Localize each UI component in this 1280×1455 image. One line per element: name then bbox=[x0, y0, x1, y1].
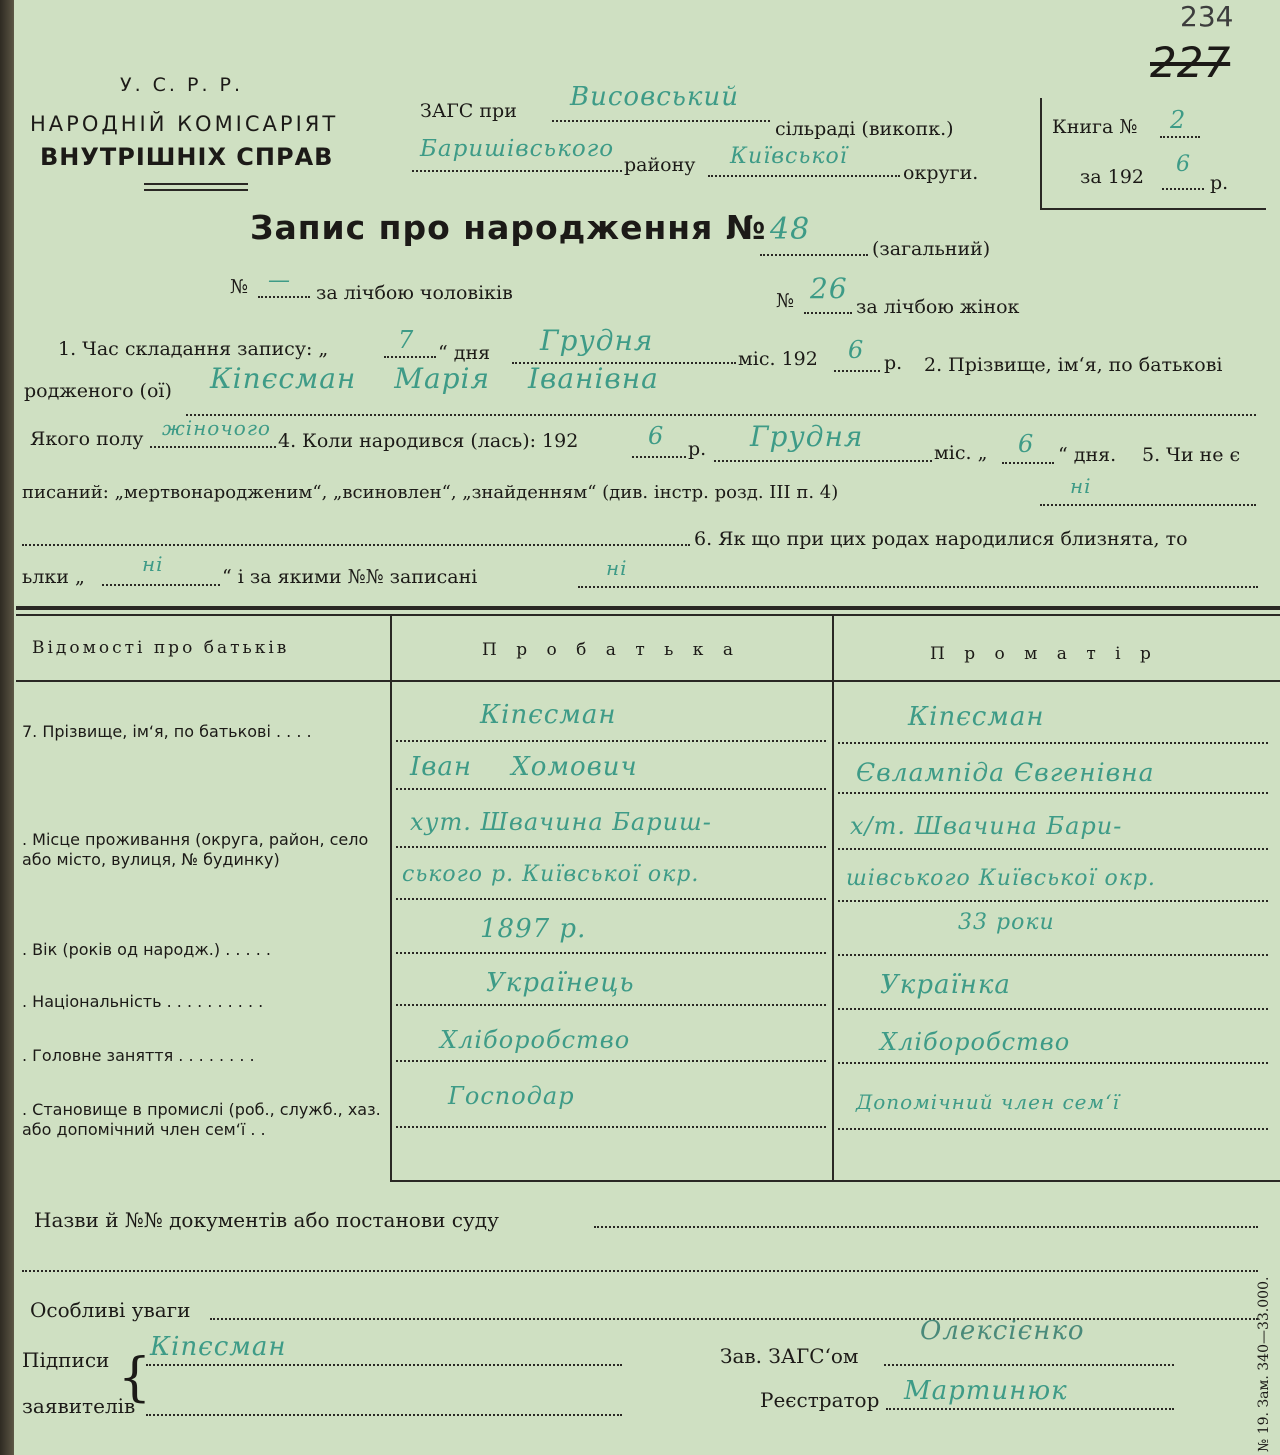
f2-sub-label: родженого (ої) bbox=[24, 380, 172, 402]
book-dotted-line bbox=[1160, 136, 1200, 138]
mother-occupation-line bbox=[838, 1062, 1268, 1064]
sex-label: Якого полу bbox=[30, 428, 144, 450]
table-top-rule-2 bbox=[16, 614, 1280, 616]
book-year-label: за 192 bbox=[1080, 166, 1144, 188]
f4-month: Грудня bbox=[750, 420, 864, 453]
f2-dotted-line bbox=[186, 414, 1256, 416]
f6-numbers-dotted-line bbox=[578, 586, 1258, 588]
father-status-line bbox=[396, 1126, 826, 1128]
sex-dotted-line bbox=[150, 446, 276, 448]
book-label: Книга № bbox=[1052, 116, 1138, 138]
f4-day: 6 bbox=[1018, 430, 1035, 458]
okrug-dotted-line bbox=[708, 175, 900, 177]
mother-nationality: Українка bbox=[880, 970, 1011, 1000]
f6-leading-dotted-line bbox=[22, 544, 690, 546]
f1-day-label: “ дня bbox=[438, 342, 491, 364]
raion-value: Баришівського bbox=[420, 136, 615, 162]
row-name-label: 7. Прізвище, ім‘я, по батькові . . . . bbox=[22, 722, 312, 741]
father-surname: Кіпєсман bbox=[480, 700, 617, 730]
mother-age-line bbox=[838, 954, 1268, 956]
signatures-label-2: заявителів bbox=[22, 1394, 136, 1418]
f6-count-dotted-line bbox=[102, 584, 220, 586]
mother-name-line-2 bbox=[838, 792, 1268, 794]
okrug-value: Київської bbox=[730, 144, 848, 169]
f4-label: 4. Коли народився (лась): 192 bbox=[278, 430, 579, 452]
f5-value: ні bbox=[1070, 474, 1092, 498]
zags-head-signature: Олексієнко bbox=[920, 1316, 1085, 1346]
table-top-rule bbox=[16, 606, 1280, 610]
record-number-suffix: (загальний) bbox=[872, 238, 991, 260]
applicant-signature-line-2 bbox=[146, 1414, 622, 1416]
father-residence-line-1 bbox=[396, 846, 826, 848]
book-year-value: 6 bbox=[1176, 152, 1191, 177]
documents-line-2 bbox=[22, 1270, 1258, 1272]
mother-residence-1: х/т. Швачина Бари- bbox=[850, 812, 1123, 840]
father-age-line bbox=[396, 952, 826, 954]
f1-day: 7 bbox=[398, 326, 415, 354]
registrar-label: Реєстратор bbox=[760, 1388, 880, 1412]
row-residence-label: . Місце проживання (округа, район, село або місто, вулиця, № будинку) bbox=[22, 830, 369, 869]
women-label: за лічбою жінок bbox=[856, 296, 1020, 318]
mother-age: 33 роки bbox=[958, 910, 1055, 935]
page-number-ink: 227 bbox=[1150, 38, 1231, 87]
father-residence-2: ського р. Київської окр. bbox=[402, 862, 700, 887]
father-status: Господар bbox=[448, 1082, 575, 1110]
f4-day-label: “ дня. bbox=[1058, 444, 1117, 466]
men-label: за лічбою чоловіків bbox=[316, 282, 513, 304]
sex-value: жіночого bbox=[162, 416, 271, 440]
row-occupation-label: . Головне заняття . . . . . . . . bbox=[22, 1046, 255, 1065]
f6-count-value: ні bbox=[142, 552, 164, 576]
f2-value: Кіпєсман Марія Іванівна bbox=[210, 362, 659, 395]
mother-given-names: Євлампіда Євгенівна bbox=[856, 758, 1155, 787]
f1-month: Грудня bbox=[540, 324, 654, 357]
f6-label: 6. Як що при цих родах народилися близнята, то bbox=[694, 528, 1188, 550]
raion-dotted-line bbox=[412, 170, 622, 172]
f4-mis: міс. „ bbox=[934, 442, 988, 464]
documents-line-1 bbox=[594, 1226, 1258, 1228]
registrar-signature: Мартинюк bbox=[904, 1376, 1068, 1406]
book-year-dotted-line bbox=[1162, 188, 1204, 190]
father-occupation: Хліборобство bbox=[440, 1026, 631, 1054]
men-dotted-line bbox=[258, 296, 310, 298]
father-residence-line-2 bbox=[396, 898, 826, 900]
table-col-divider-2 bbox=[832, 616, 834, 1180]
mother-residence-line-1 bbox=[838, 848, 1268, 850]
f4-year: 6 bbox=[648, 422, 665, 450]
commissariat-line2: ВНУТРІШНІХ СПРАВ bbox=[40, 143, 334, 171]
father-nationality-line bbox=[396, 1004, 826, 1006]
f5-dotted-line bbox=[1040, 504, 1256, 506]
father-age: 1897 р. bbox=[480, 914, 587, 944]
okrug-label: округи. bbox=[903, 162, 979, 184]
mother-nationality-line bbox=[838, 1008, 1268, 1010]
women-value: 26 bbox=[810, 272, 848, 305]
special-notes-line bbox=[210, 1318, 1258, 1320]
women-dotted-line bbox=[804, 312, 852, 314]
f4-month-dotted-line bbox=[714, 460, 932, 462]
f5-line2: писаний: „мертвонародженим“, „всиновлен“, „знайденням“ (див. інстр. розд. III п. 4) bbox=[22, 482, 839, 503]
record-title: Запис про народження № bbox=[250, 208, 767, 247]
f6-line2a: ьлки „ bbox=[22, 566, 85, 588]
zags-head-line bbox=[884, 1364, 1174, 1366]
f1-mis: міс. 192 bbox=[738, 348, 818, 370]
row-nationality-label: . Національність . . . . . . . . . . bbox=[22, 992, 264, 1011]
father-name-line-2 bbox=[396, 788, 826, 790]
book-year-suffix: р. bbox=[1210, 172, 1229, 194]
registrar-line bbox=[886, 1408, 1174, 1410]
applicant-signature: Кіпєсман bbox=[150, 1332, 287, 1362]
mother-status: Допомічний член сем‘ї bbox=[856, 1090, 1120, 1114]
page-number-pencil: 234 bbox=[1180, 0, 1234, 33]
book-box-bottom bbox=[1040, 208, 1266, 210]
zags-dotted-line bbox=[552, 120, 770, 122]
ussr-header: У. С. Р. Р. bbox=[120, 74, 244, 96]
book-box-left bbox=[1040, 98, 1042, 210]
mother-surname: Кіпєсман bbox=[908, 702, 1045, 732]
mother-residence-2: шівського Київської окр. bbox=[846, 866, 1156, 891]
mother-occupation: Хліборобство bbox=[880, 1028, 1071, 1056]
signatures-brace: { bbox=[118, 1348, 152, 1408]
commissariat-line1: НАРОДНІЙ КОМІСАРІЯТ bbox=[30, 112, 339, 136]
zags-value: Висовський bbox=[570, 82, 739, 112]
f4-day-dotted-line bbox=[1002, 462, 1054, 464]
row-status-label: . Становище в промислі (роб., служб., хаз. або допомічний член сем‘ї . . bbox=[22, 1100, 381, 1139]
mother-status-line bbox=[838, 1128, 1268, 1130]
men-value: — bbox=[268, 268, 291, 293]
mother-residence-line-2 bbox=[838, 900, 1268, 902]
f6-line2b: “ і за якими №№ записані bbox=[222, 566, 478, 588]
f6-numbers-value: ні bbox=[606, 556, 628, 580]
record-number: 48 bbox=[770, 212, 811, 247]
table-col3-header: П р о м а т і р bbox=[930, 644, 1158, 664]
men-prefix: № bbox=[230, 276, 248, 298]
row-age-label: . Вік (років од народж.) . . . . . bbox=[22, 940, 271, 959]
table-header-rule bbox=[16, 680, 1280, 682]
applicant-signature-line-1 bbox=[146, 1364, 622, 1366]
record-number-dotted-line bbox=[760, 254, 868, 256]
father-name-line-1 bbox=[396, 740, 826, 742]
f5-label: 5. Чи не є bbox=[1142, 444, 1241, 466]
father-nationality: Українець bbox=[486, 968, 635, 998]
signatures-label-1: Підписи bbox=[22, 1348, 110, 1372]
f1-day-dotted-line bbox=[384, 356, 436, 358]
f4-year-dotted-line bbox=[632, 456, 686, 458]
header-rule-2 bbox=[144, 189, 248, 191]
f1-year-dotted-line bbox=[834, 370, 880, 372]
documents-label: Назви й №№ документів або постанови суду bbox=[34, 1208, 499, 1232]
table-col1-header: Відомості про батьків bbox=[32, 638, 290, 658]
book-value: 2 bbox=[1170, 106, 1187, 134]
f1-year: 6 bbox=[848, 336, 865, 364]
zags-label: ЗАГС при bbox=[420, 100, 517, 122]
zags-head-label: Зав. ЗАГС‘ом bbox=[720, 1344, 859, 1368]
f2-label: 2. Прізвище, ім‘я, по батькові bbox=[924, 354, 1223, 376]
special-notes-label: Особливі уваги bbox=[30, 1298, 191, 1322]
mother-name-line-1 bbox=[838, 742, 1268, 744]
father-residence-1: хут. Швачина Бариш- bbox=[410, 808, 712, 836]
header-rule-1 bbox=[144, 183, 248, 185]
print-mark: № 19. Зам. 340—33.000. bbox=[1256, 1276, 1272, 1452]
women-prefix: № bbox=[776, 290, 794, 312]
silradi-label: сільраді (викопк.) bbox=[775, 118, 954, 140]
father-given-names: Іван Хомович bbox=[410, 752, 638, 782]
f1-r: р. bbox=[884, 352, 903, 374]
father-occupation-line bbox=[396, 1060, 826, 1062]
table-col2-header: П р о б а т ь к а bbox=[482, 640, 740, 660]
table-bottom-rule bbox=[390, 1180, 1280, 1182]
table-col-divider-1 bbox=[390, 616, 392, 1180]
raion-label: району bbox=[624, 154, 696, 176]
f1-label: 1. Час складання запису: „ bbox=[58, 338, 329, 360]
f4-r: р. bbox=[688, 438, 707, 460]
